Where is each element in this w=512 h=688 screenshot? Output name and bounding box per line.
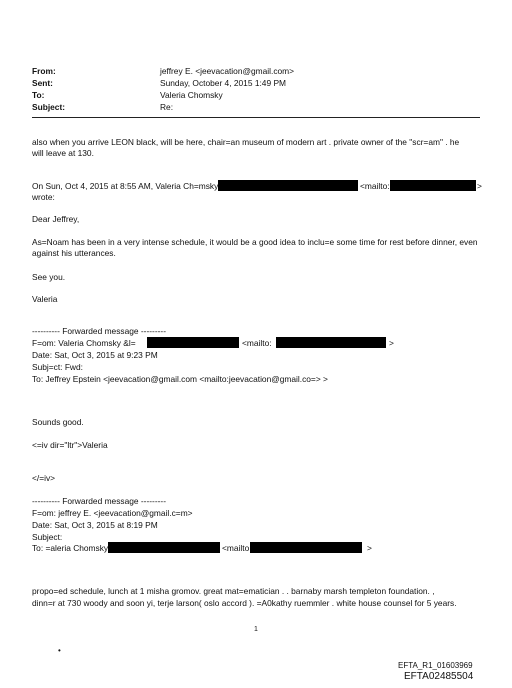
forwarded-subject-1: Subj=ct: Fwd: xyxy=(32,362,83,372)
to-value: Valeria Chomsky xyxy=(160,90,223,100)
forwarded-from-1: F=om: Valeria Chomsky &l= xyxy=(32,338,136,348)
forwarded-mailto-2: <mailto xyxy=(222,543,250,553)
forwarded-close-1: > xyxy=(389,338,394,348)
greeting: Dear Jeffrey, xyxy=(32,214,80,224)
body-paragraph-1-line-2: will leave at 130. xyxy=(32,148,94,158)
body-paragraph-1-line-1: also when you arrive LEON black, will be here, chair=an museum of modern art . private owner of the "scr=am" . he xyxy=(32,137,460,147)
quote-header-line-2: wrote: xyxy=(32,192,55,202)
forwarded-to-2: To: =aleria Chomsky xyxy=(32,543,109,553)
redaction-block xyxy=(390,180,476,191)
page-number: 1 xyxy=(254,626,258,633)
redaction-block xyxy=(147,337,239,348)
to-label: To: xyxy=(32,90,45,100)
redaction-block xyxy=(276,337,386,348)
stray-mark: • xyxy=(58,646,61,655)
forwarded-header-1: ---------- Forwarded message --------- xyxy=(32,326,166,336)
sounds-good-text: Sounds good. xyxy=(32,417,84,427)
forwarded-date-2: Date: Sat, Oct 3, 2015 at 8:19 PM xyxy=(32,520,158,530)
body-paragraph-3-line-2: dinn=r at 730 woody and soon yi, terje larson( oslo accord ). =A0kathy ruemmler . white house counsel for 5 years. xyxy=(32,598,457,608)
from-value: jeffrey E. <jeevacation@gmail.com> xyxy=(160,66,295,76)
sent-label: Sent: xyxy=(32,78,53,88)
signature-valeria: Valeria xyxy=(32,294,58,304)
quote-header-close: > xyxy=(477,181,482,191)
body-paragraph-3-line-1: propo=ed schedule, lunch at 1 misha gromov. great mat=ematician . . barnaby marsh templeton foundation. , xyxy=(32,586,435,596)
forwarded-from-2: F=om: jeffrey E. <jeevacation@gmail.c=m> xyxy=(32,508,193,518)
forwarded-subject-2: Subject: xyxy=(32,532,63,542)
redaction-block xyxy=(218,180,358,191)
redaction-block xyxy=(250,542,362,553)
forwarded-to-1: To: Jeffrey Epstein <jeevacation@gmail.com <mailto:jeevacation@gmail.co=> > xyxy=(32,374,328,384)
subject-value: Re: xyxy=(160,102,174,112)
see-you-text: See you. xyxy=(32,272,66,282)
div-valeria-text: <=iv dir="ltr">Valeria xyxy=(32,440,108,450)
sent-value: Sunday, October 4, 2015 1:49 PM xyxy=(160,78,287,88)
bates-number-2: EFTA02485504 xyxy=(404,671,474,682)
forwarded-date-1: Date: Sat, Oct 3, 2015 at 9:23 PM xyxy=(32,350,158,360)
forwarded-header-2: ---------- Forwarded message --------- xyxy=(32,496,166,506)
forwarded-mailto-1: <mailto: xyxy=(242,338,272,348)
quote-header-mailto: <mailto: xyxy=(360,181,390,191)
forwarded-close-2: > xyxy=(367,543,372,553)
body-paragraph-2-line-2: against his utterances. xyxy=(32,248,116,258)
redaction-block xyxy=(108,542,220,553)
quote-header-line-1: On Sun, Oct 4, 2015 at 8:55 AM, Valeria Ch=msky xyxy=(32,181,219,191)
subject-label: Subject: xyxy=(32,102,66,112)
header-divider xyxy=(32,117,480,118)
from-label: From: xyxy=(32,66,56,76)
bates-number-1: EFTA_R1_01603969 xyxy=(398,661,473,670)
body-paragraph-2-line-1: As=Noam has been in a very intense schedule, it would be a good idea to inclu=e some time for rest before dinner, even xyxy=(32,237,478,247)
div-close-text: </=iv> xyxy=(32,473,56,483)
